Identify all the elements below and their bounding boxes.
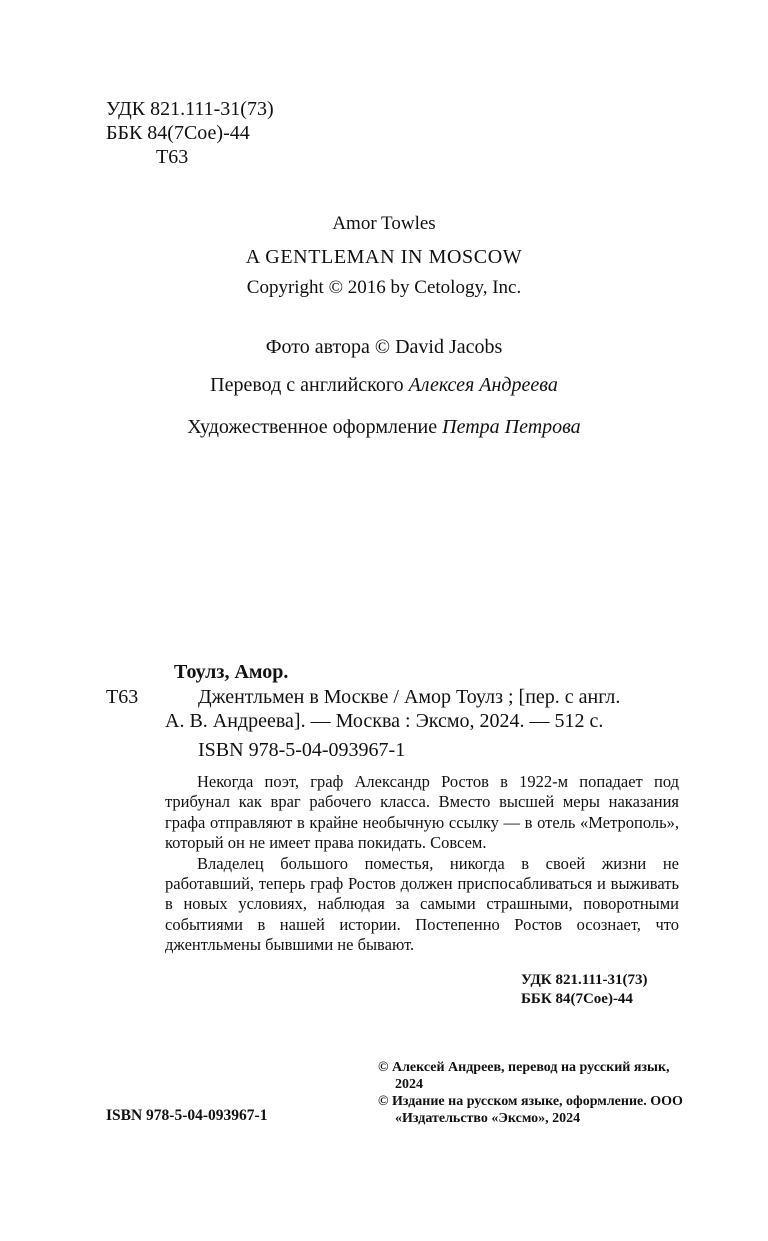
footer-bbk-code: ББК 84(7Сое)-44 — [521, 991, 633, 1007]
author-mark: Т63 — [156, 146, 189, 168]
biblio-description-line1: Джентльмен в Москве / Амор Тоулз ; [пер. с англ. — [198, 686, 621, 708]
photo-credit: Фото автора © David Jacobs — [265, 336, 503, 358]
original-author: Amor Towles — [332, 213, 436, 234]
original-copyright: Copyright © 2016 by Cetology, Inc. — [246, 277, 522, 298]
annotation-paragraph-1: Некогда поэт, граф Александр Ростов в 1922-м попадает под трибунал как враг рабочего класса. Вместо высшей меры наказания графа отправляют в крайне необычную ссылку — в отель «Метрополь», который он не имеет права покидать. Совсем. — [165, 772, 679, 853]
bbk-code: ББК 84(7Сое)-44 — [106, 122, 250, 144]
biblio-mark: Т63 — [106, 686, 139, 708]
annotation — [165, 772, 679, 956]
translation-credit — [0, 374, 768, 397]
biblio-isbn: ISBN 978-5-04-093967-1 — [198, 739, 406, 761]
design-label: Художественное оформление — [187, 416, 443, 438]
designer-name: Петра Петрова — [442, 416, 581, 438]
copyright-publisher: © Издание на русском языке, оформление. ООО «Издательство «Эксмо», 2024 — [378, 1094, 683, 1126]
footer-udk-code: УДК 821.111-31(73) — [521, 972, 648, 988]
original-title: A GENTLEMAN IN MOSCOW — [245, 246, 523, 268]
copyright-translation: © Алексей Андреев, перевод на русский язык, 2024 — [378, 1060, 670, 1092]
design-credit — [0, 416, 768, 439]
annotation-paragraph-2: Владелец большого поместья, никогда в своей жизни не работавший, теперь граф Ростов должен приспосабливаться и выживать в новых условиях, наблюдая за самыми страшными, поворотными событиями в нашей истории. Постепенно Ростов осознает, что джентльмены бывшими не бывают. — [165, 853, 679, 955]
biblio-description-line2: А. В. Андреева]. — Москва : Эксмо, 2024. — 512 с. — [165, 710, 604, 732]
footer-isbn: ISBN 978-5-04-093967-1 — [106, 1107, 268, 1124]
copyright-block — [378, 1059, 690, 1127]
biblio-author-heading: Тоулз, Амор. — [174, 661, 289, 683]
translation-label: Перевод с английского — [210, 374, 409, 396]
udk-code: УДК 821.111-31(73) — [106, 98, 274, 120]
translator-name: Алексея Андреева — [408, 374, 558, 396]
